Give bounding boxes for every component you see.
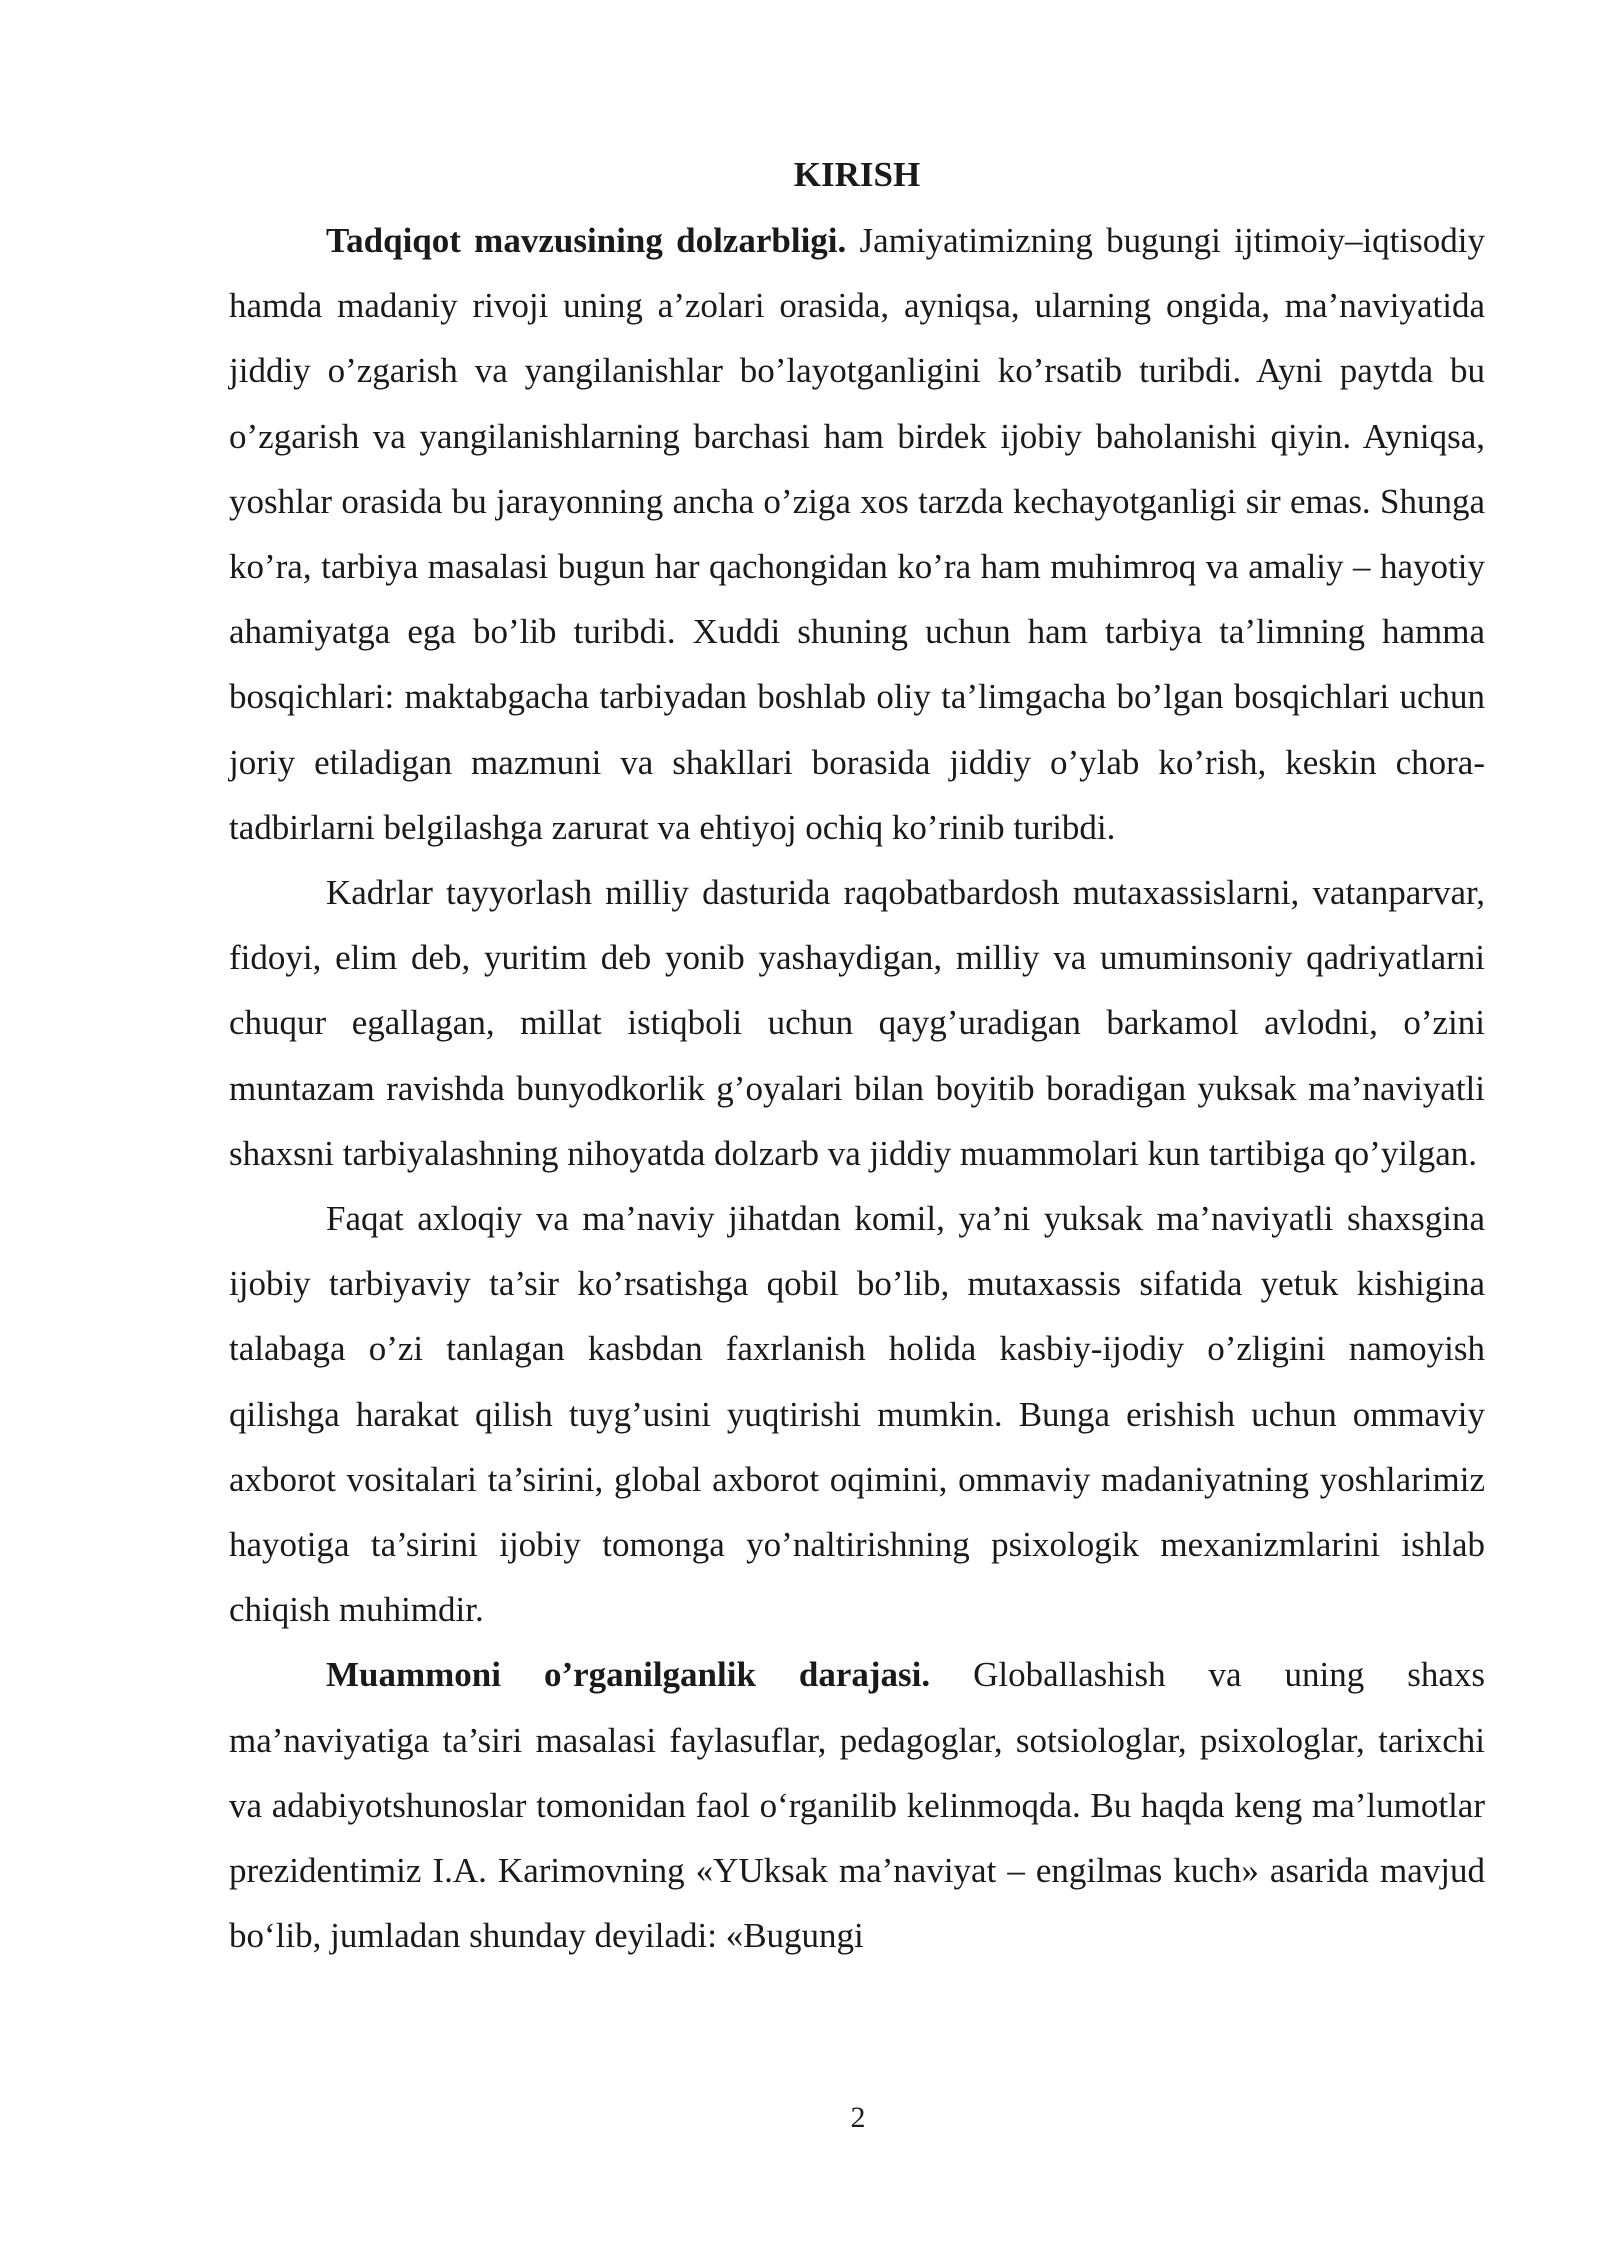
paragraph-text: Kadrlar tayyorlash milliy dasturida raqobatbardosh mutaxassislarni, vatanparvar, fidoyi, elim deb, yuritim deb yonib yashaydigan, milliy va umuminsoniy qadriyatlarni chuqur egallagan, millat istiqboli uchun qayg’uradigan barkamol avlodni, o’zini muntazam ravishda bunyodkorlik g’oyalari bilan boyitib boradigan yuksak ma’naviyatli shaxsni tarbiyalashning nihoyatda dolzarb va jiddiy muammolari kun tartibiga qo’yilgan. — [229, 873, 1485, 1173]
paragraph-cadres — [229, 860, 1485, 1186]
paragraph-text: Faqat axloqiy va ma’naviy jihatdan komil, ya’ni yuksak ma’naviyatli shaxsgina ijobiy tarbiyaviy ta’sir ko’rsatishga qobil bo’lib, mutaxassis sifatida yetuk kishigina talabaga o’zi tanlagan kasbdan faxrlanish holida kasbiy-ijodiy o’zligini namoyish qilishga harakat qilish tuyg’usini yuqtirishi mumkin. Bunga erishish uchun ommaviy axborot vositalari ta’sirini, global axborot oqimini, ommaviy madaniyatning yoshlarimiz hayotiga ta’sirini ijobiy tomonga yo’naltirishning psixologik mexanizmlarini ishlab chiqish muhimdir. — [229, 1199, 1485, 1630]
paragraph-relevance — [229, 208, 1485, 860]
paragraph-spirituality — [229, 1186, 1485, 1642]
section-heading: KIRISH — [793, 155, 921, 194]
paragraph-text: Globallashish va uning shaxs ma’naviyatiga ta’siri masalasi faylasuflar, pedagoglar, sotsiologlar, psixologlar, tarixchi va adabiyotshunoslar tomonidan faol o‘rganilib kelinmoqda. Bu haqda keng ma’lumotlar prezidentimiz I.A. Karimovning «YUksak ma’naviyat – engilmas kuch» asarida mavjud bo‘lib, jumladan shunday deyiladi: «Bugungi — [229, 1655, 1485, 1956]
paragraph-lead: Muammoni o’rganilganlik darajasi. — [326, 1655, 931, 1695]
paragraph-lead: Tadqiqot mavzusining dolzarbligi. — [326, 221, 847, 260]
paragraph-research-degree — [229, 1642, 1485, 1968]
page-number: 2 — [850, 2101, 866, 2134]
body-text — [229, 208, 1485, 1968]
paragraph-text: Jamiyatimizning bugungi ijtimoiy–iqtisodiy hamda madaniy rivoji uning a’zolari orasida, ayniqsa, ularning ongida, ma’naviyatida jiddiy o’zgarish va yangilanishlar bo’layotganligini ko’rsatib turibdi. Ayni paytda bu o’zgarish va yangilanishlarning barchasi ham birdek ijobiy baholanishi qiyin. Ayniqsa, yoshlar orasida bu jarayonning ancha o’ziga xos tarzda kechayotganligi sir emas. Shunga ko’ra, tarbiya masalasi bugun har qachongidan ko’ra ham muhimroq va amaliy – hayotiy ahamiyatga ega bo’lib turibdi. Xuddi shuning uchun ham tarbiya ta’limning hamma bosqichlari: maktabgacha tarbiyadan boshlab oliy ta’limgacha bo’lgan bosqichlari uchun joriy etiladigan mazmuni va shakllari borasida jiddiy o’ylab ko’rish, keskin chora-tadbirlarni belgilashga zarurat va ehtiyoj ochiq ko’rinib turibdi. — [229, 221, 1485, 847]
